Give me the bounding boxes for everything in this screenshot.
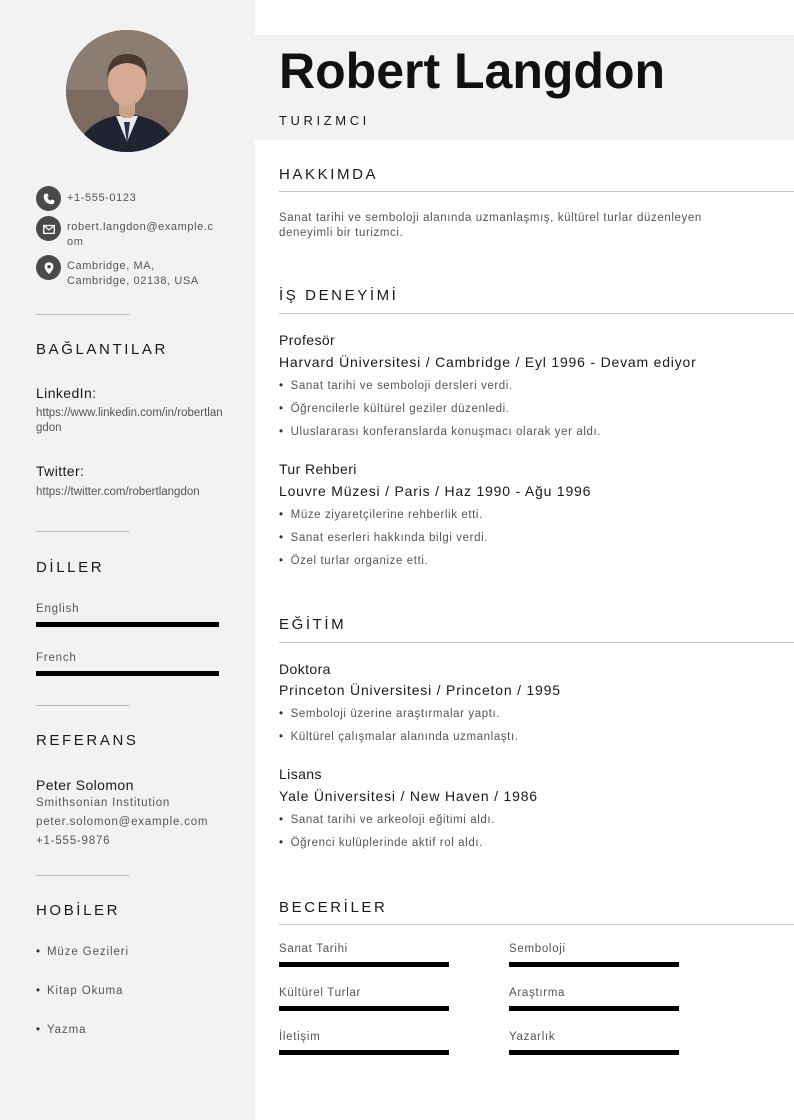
experience-title: İŞ DENEYİMİ bbox=[279, 287, 399, 304]
hobbies-title: HOBİLER bbox=[36, 902, 121, 919]
hobby-item: • Kitap Okuma bbox=[36, 985, 124, 997]
skill-name: Semboloji bbox=[509, 943, 566, 955]
main-content bbox=[255, 0, 794, 1120]
language-name: French bbox=[36, 652, 77, 664]
divider bbox=[36, 314, 129, 315]
avatar bbox=[66, 30, 188, 152]
list-item: • Müze ziyaretçilerine rehberlik etti. bbox=[279, 509, 483, 521]
contact-phone bbox=[36, 186, 226, 211]
mail-icon bbox=[36, 216, 61, 241]
reference-name: Peter Solomon bbox=[36, 777, 134, 793]
email-text[interactable]: robert.langdon@example.com bbox=[67, 221, 214, 248]
language-name: English bbox=[36, 603, 80, 615]
education-title: EĞİTİM bbox=[279, 616, 347, 633]
linkedin-label: LinkedIn: bbox=[36, 385, 97, 401]
list-item: • Uluslararası konferanslarda konuşmacı olarak yer aldı. bbox=[279, 426, 602, 438]
about-title: HAKKIMDA bbox=[279, 166, 379, 183]
sidebar bbox=[0, 0, 255, 1120]
skills-title: BECERİLER bbox=[279, 899, 388, 916]
divider bbox=[36, 531, 129, 532]
divider bbox=[36, 705, 129, 706]
divider bbox=[279, 642, 794, 643]
list-item: • Özel turlar organize etti. bbox=[279, 555, 429, 567]
languages-title: DİLLER bbox=[36, 559, 105, 576]
list-item: • Sanat eserleri hakkında bilgi verdi. bbox=[279, 532, 489, 544]
phone-icon bbox=[36, 186, 61, 211]
phone-text: +1-555-0123 bbox=[67, 192, 137, 204]
about-text: Sanat tarihi ve semboloji alanında uzmanlaşmış, kültürel turlar düzenleyen deneyimli bir turizmci. bbox=[279, 212, 702, 239]
list-item: • Semboloji üzerine araştırmalar yaptı. bbox=[279, 708, 501, 720]
skill-level-bar bbox=[279, 1050, 449, 1055]
address-text: Cambridge, MA, Cambridge, 02138, USA bbox=[67, 260, 199, 287]
list-item: • Sanat tarihi ve semboloji dersleri verdi. bbox=[279, 380, 513, 392]
hobby-item: • Müze Gezileri bbox=[36, 946, 129, 958]
skill-name: Kültürel Turlar bbox=[279, 987, 362, 999]
language-level-bar bbox=[36, 671, 219, 676]
divider bbox=[36, 875, 129, 876]
contact-address bbox=[36, 255, 226, 289]
skill-name: İletişim bbox=[279, 1031, 321, 1043]
skill-level-bar bbox=[509, 1006, 679, 1011]
skill-name: Yazarlık bbox=[509, 1031, 556, 1043]
job-org: Harvard Üniversitesi / Cambridge / Eyl 1996 - Devam ediyor bbox=[279, 354, 697, 370]
twitter-url[interactable]: https://twitter.com/robertlangdon bbox=[36, 486, 200, 498]
reference-title: REFERANS bbox=[36, 732, 139, 749]
twitter-label: Twitter: bbox=[36, 463, 85, 479]
skill-level-bar bbox=[509, 1050, 679, 1055]
language-level-bar bbox=[36, 622, 219, 627]
degree-title: Lisans bbox=[279, 766, 322, 782]
divider bbox=[279, 313, 794, 314]
degree-title: Doktora bbox=[279, 661, 331, 677]
profile-photo-icon bbox=[66, 30, 188, 152]
links-title: BAĞLANTILAR bbox=[36, 341, 168, 358]
contact-email bbox=[36, 216, 226, 250]
job-org: Louvre Müzesi / Paris / Haz 1990 - Ağu 1996 bbox=[279, 483, 592, 499]
school-info: Princeton Üniversitesi / Princeton / 1995 bbox=[279, 682, 561, 698]
divider bbox=[279, 924, 794, 925]
skill-level-bar bbox=[279, 962, 449, 967]
school-info: Yale Üniversitesi / New Haven / 1986 bbox=[279, 788, 538, 804]
job-title: Tur Rehberi bbox=[279, 461, 357, 477]
divider bbox=[279, 191, 794, 192]
skill-name: Sanat Tarihi bbox=[279, 943, 348, 955]
skill-level-bar bbox=[279, 1006, 449, 1011]
list-item: • Kültürel çalışmalar alanında uzmanlaştı. bbox=[279, 731, 519, 743]
skill-name: Araştırma bbox=[509, 987, 566, 999]
location-icon bbox=[36, 255, 61, 280]
linkedin-url[interactable]: https://www.linkedin.com/in/robertlangdon bbox=[36, 407, 223, 434]
list-item: • Öğrenci kulüplerinde aktif rol aldı. bbox=[279, 837, 483, 849]
job-role: TURIZMCI bbox=[279, 113, 370, 128]
list-item: • Öğrencilerle kültürel geziler düzenledi. bbox=[279, 403, 510, 415]
hobby-item: • Yazma bbox=[36, 1024, 87, 1036]
skill-level-bar bbox=[509, 962, 679, 967]
job-title: Profesör bbox=[279, 332, 336, 348]
reference-org: Smithsonian Institution bbox=[36, 797, 171, 809]
reference-email[interactable]: peter.solomon@example.com bbox=[36, 816, 209, 828]
page-title: Robert Langdon bbox=[279, 43, 666, 99]
list-item: • Sanat tarihi ve arkeoloji eğitimi aldı. bbox=[279, 814, 495, 826]
reference-phone: +1-555-9876 bbox=[36, 835, 111, 847]
